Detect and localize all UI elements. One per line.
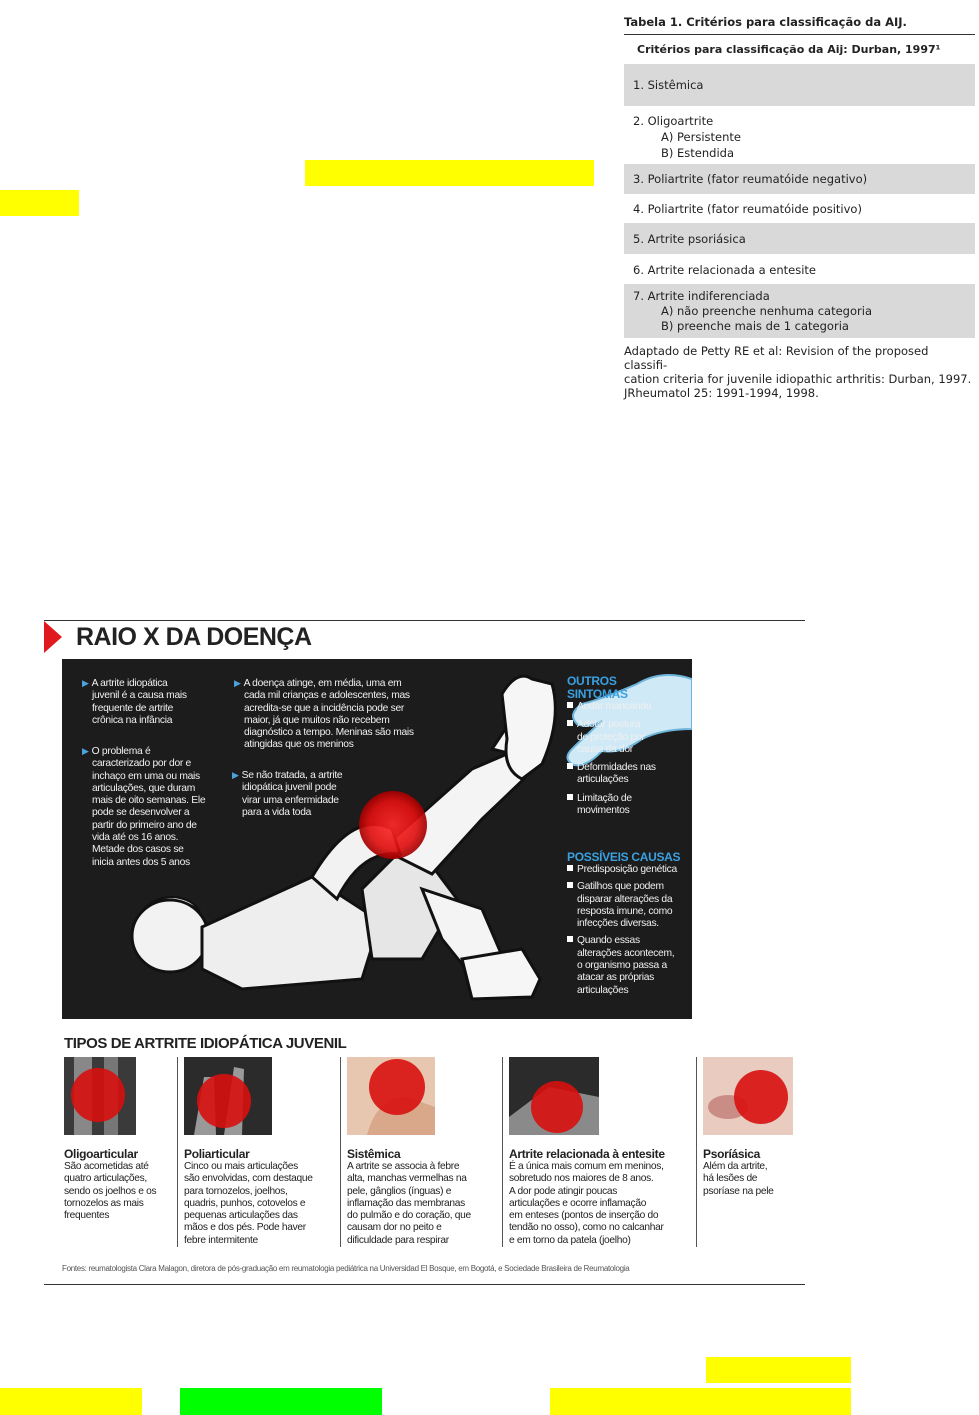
type-divider (340, 1057, 341, 1247)
title-arrow-icon (44, 621, 62, 653)
table-header: Critérios para classificação da Aij: Durban, 1997¹ (637, 43, 941, 56)
knee-xray-image (64, 1057, 136, 1135)
type-entesite: Artrite relacionada à entesite É a única mais comum em meninos, sobretudo nos maiores de 8 anos. A dor pode atingir poucas articulações e ocorre inflamação em enteses (pontos de inserção do tendão no osso), como no calcanhar e em torno da patela (joelho) (509, 1057, 689, 1247)
table-row-5: 5. Artrite psoriásica (624, 223, 975, 254)
highlight-mark-5 (180, 1388, 382, 1415)
infographic (44, 620, 805, 1285)
skin-image (703, 1057, 793, 1135)
table-row-6: 6. Artrite relacionada a entesite (633, 263, 817, 277)
type-divider (502, 1057, 503, 1247)
types-title: TIPOS DE ARTRITE IDIOPÁTICA JUVENIL (64, 1035, 347, 1052)
type-divider (177, 1057, 178, 1247)
infographic-title: RAIO X DA DOENÇA (76, 623, 312, 651)
table-caption: Tabela 1. Critérios para classificação da AIJ. (624, 12, 975, 35)
type-divider (696, 1057, 697, 1247)
neck-image (347, 1057, 435, 1135)
table-row-4: 4. Poliartrite (fator reumatóide positivo) (633, 202, 862, 216)
other-symptoms: OUTROS SINTOMAS Andar mancando Adotar postura de proteção por causa da dor Deformidades nas articulações Limitação de movimentos (567, 674, 656, 817)
fact-block-4: ▶ Se não tratada, a artrite idiopática juvenil pode virar uma enfermidade para a vida toda (232, 770, 343, 818)
type-psoriasica: Psoríásica Além da artrite, há lesões de psoríase na pele (703, 1057, 801, 1198)
table-footnote: Adaptado de Petty RE et al: Revision of the proposed classifi- cation criteria for juvenile idiopathic arthritis: Durban, 1997. JRheumatol 25: 1991-1994, 1998. (624, 344, 972, 400)
hand-xray-image (184, 1057, 272, 1135)
type-sistemica: Sistêmica A artrite se associa à febre alta, manchas vermelhas na pele, gânglios (ínguas) e inflamação das membranas do pulmão e do coração, que causam dor no peito e dificuldade para respirar (347, 1057, 497, 1247)
highlight-mark-6 (550, 1388, 851, 1415)
table-row-2: 2. Oligoartrite A) Persistente B) Estendida (633, 114, 741, 160)
table-row-3: 3. Poliartrite (fator reumatóide negativo) (624, 164, 975, 194)
highlight-mark-3 (706, 1357, 851, 1383)
type-poliarticular: Poliarticular Cinco ou mais articulações são envolvidas, com destaque para tornozelos, joelhos, quadris, punhos, cotovelos e pequenas articulações das mãos e dos pés. Pode haver febre intermitente (184, 1057, 334, 1247)
highlight-mark-1 (305, 160, 594, 186)
type-oligoarticular: Oligoarticular São acometidas até quatro articulações, sendo os joelhos e os tornozelos as mais frequentes (64, 1057, 174, 1222)
fact-block-1: ▶ A artrite idiopática juvenil é a causa mais frequente de artrite crônica na infância (82, 678, 187, 726)
highlight-mark-2 (0, 190, 79, 216)
possible-causes: POSSÍVEIS CAUSAS Predisposição genética Gatilhos que podem disparar alterações da resposta imune, como infecções diversas. Quando essas alterações acontecem, o organismo passa a atacar as próprias articulações (567, 850, 681, 996)
fact-block-2: ▶ O problema é caracterizado por dor e inchaço em uma ou mais articulações, que duram mais de oito semanas. Ele pode se desenvolver a partir do primeiro ano de vida até os 16 anos. Metade dos casos se inicia antes dos 5 anos (82, 746, 206, 868)
table-row-7: 7. Artrite indiferenciada A) não preenche nenhuma categoria B) preenche mais de 1 categoria (624, 284, 975, 338)
classification-table (624, 12, 975, 400)
fact-block-3: ▶ A doença atinge, em média, uma em cada mil crianças e adolescentes, mas acredita-se que a incidência pode ser maior, já que muitos não recebem diagnóstico a tempo. Meninas são mais atingidas que os meninos (234, 678, 414, 751)
highlight-mark-4 (0, 1388, 142, 1415)
table-row-1: 1. Sistêmica (624, 64, 975, 106)
illustration-panel (62, 659, 692, 1019)
foot-xray-image (509, 1057, 599, 1135)
sources-note: Fontes: reumatologista Clara Malagon, diretora de pós-graduação em reumatologia pediátrica na Universidad El Bosque, em Bogotá, e Sociedade Brasileira de Reumatologia (62, 1264, 630, 1273)
